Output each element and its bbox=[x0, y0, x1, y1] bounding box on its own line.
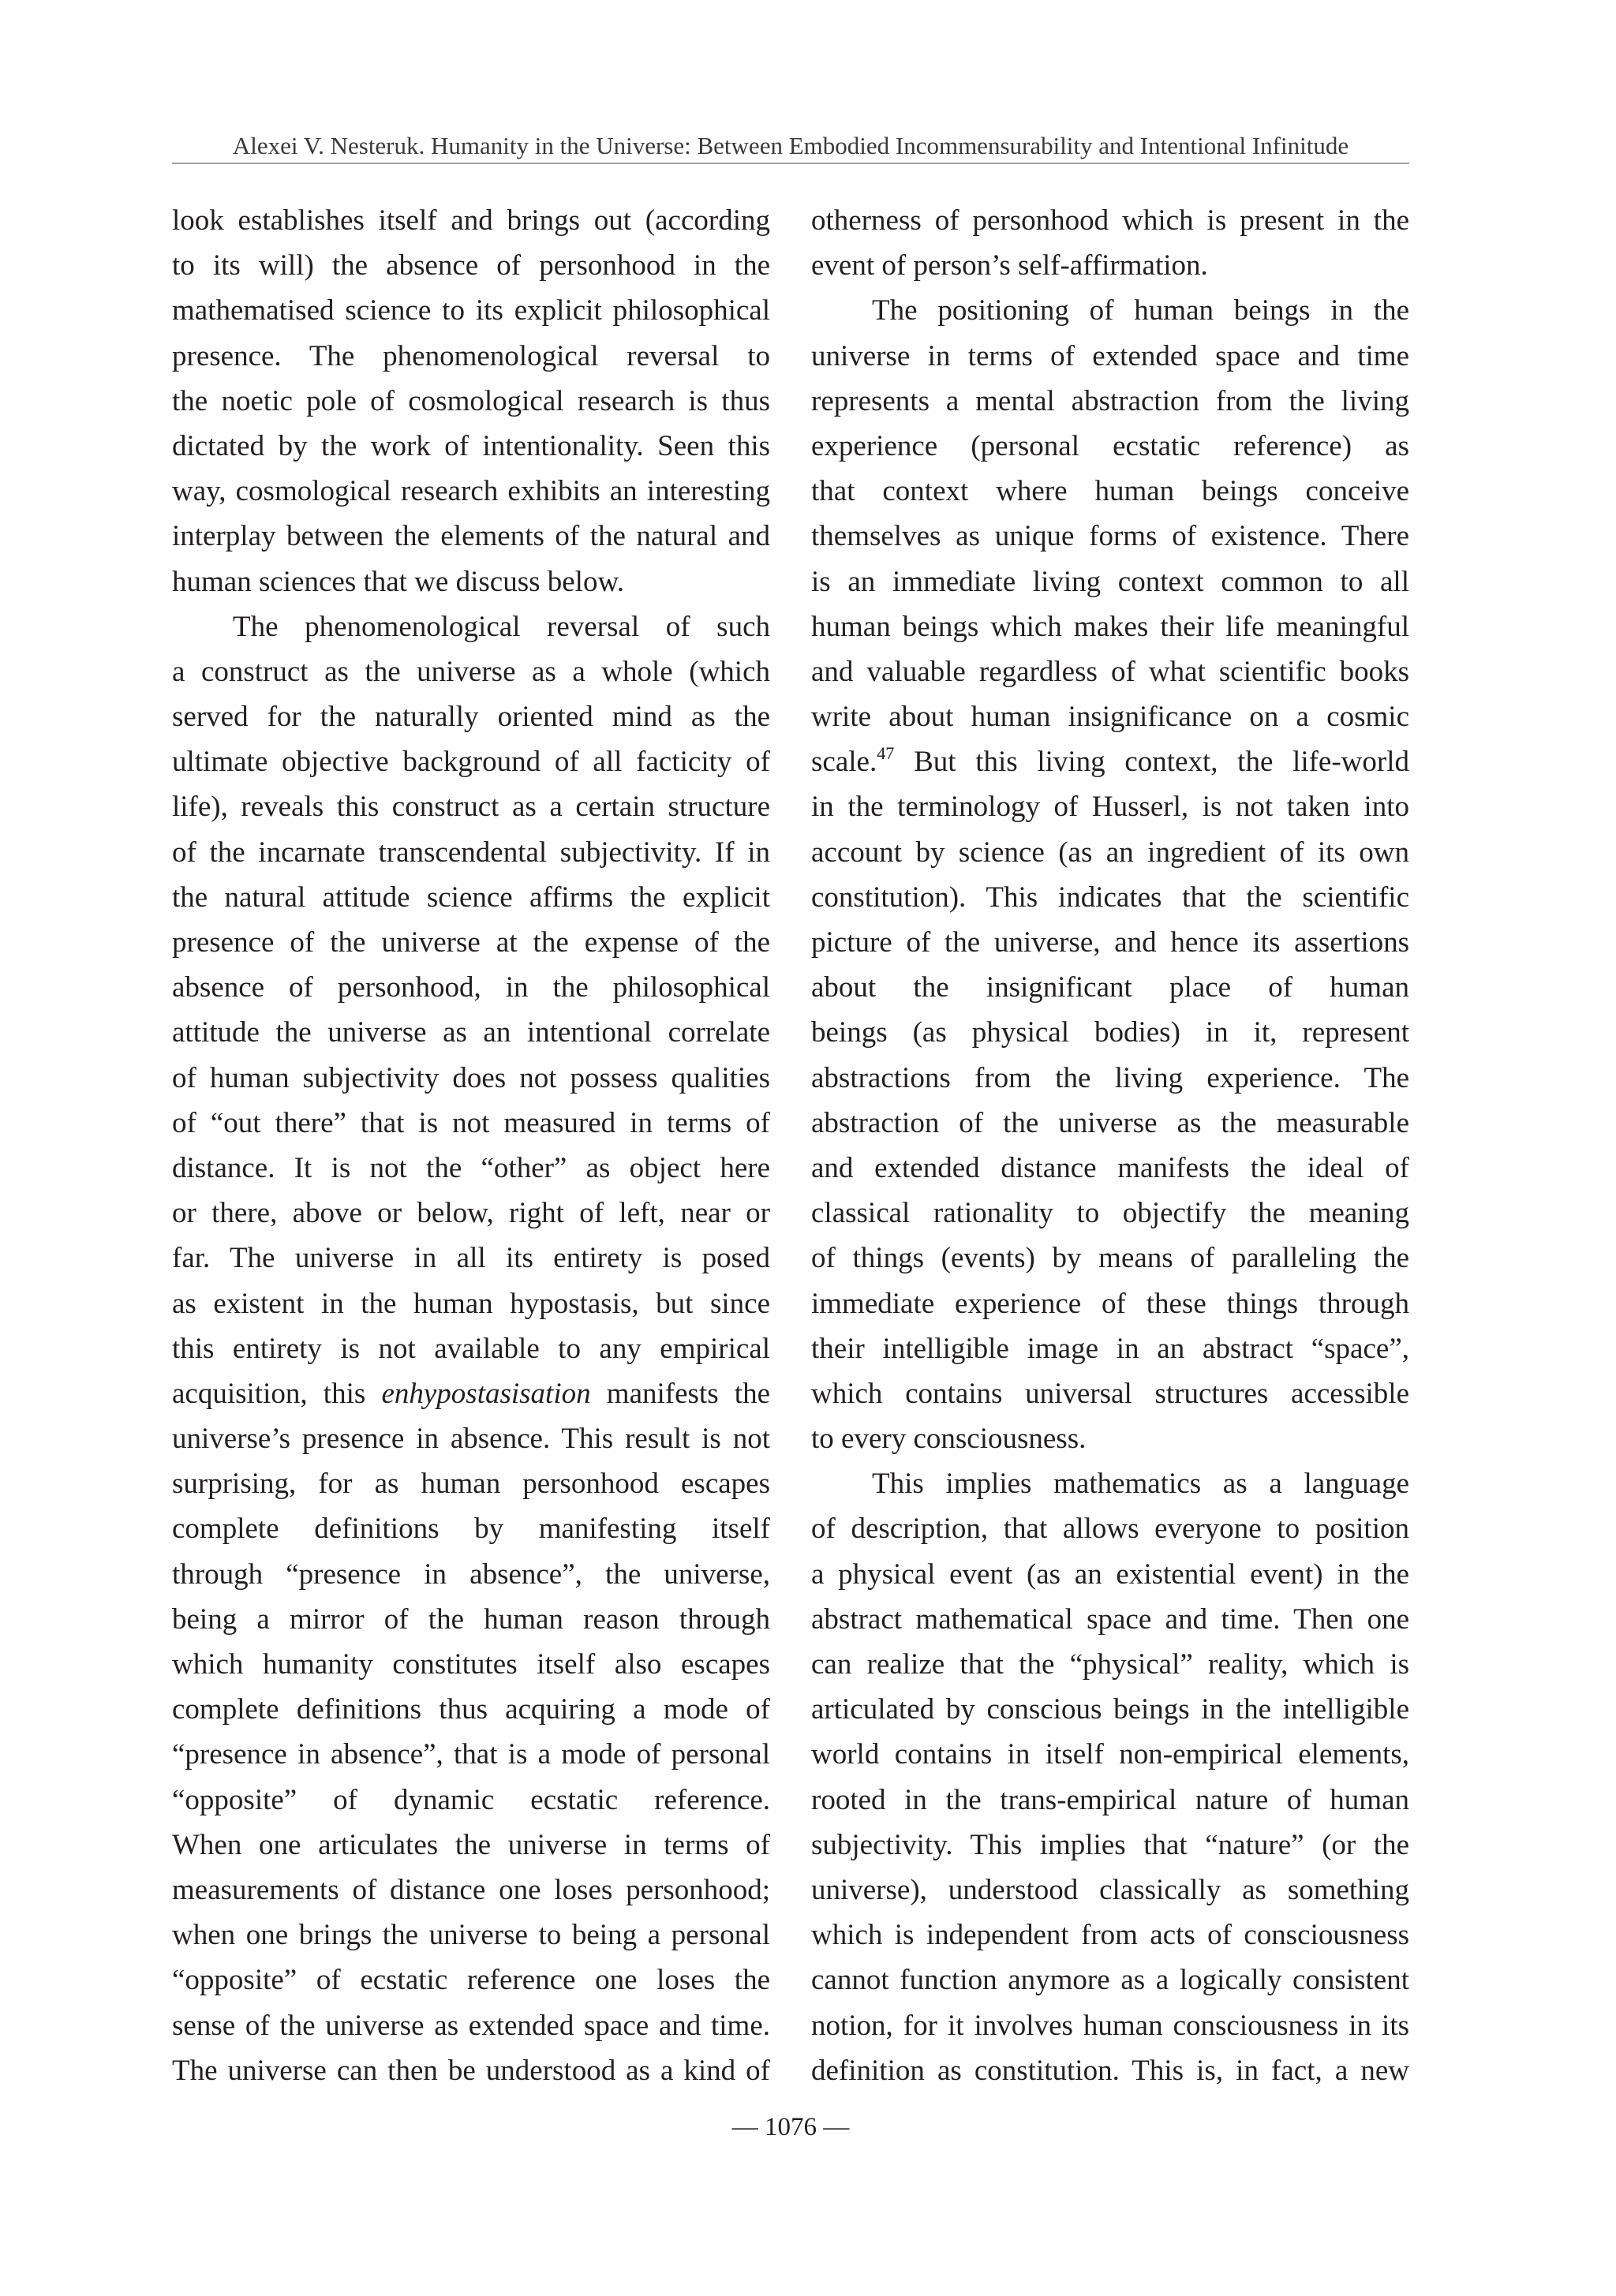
text-line: This implies mathematics as a language bbox=[872, 1468, 1409, 1501]
text-line: or there, above or below, right of left, near or bbox=[172, 1197, 770, 1230]
text-line: universe’s presence in absence. This result is not bbox=[172, 1423, 770, 1456]
text-run: acquisition, this bbox=[172, 1377, 382, 1410]
text-line: The universe can then be understood as a kind of bbox=[172, 2054, 770, 2087]
text-line: The phenomenological reversal of such bbox=[233, 610, 770, 643]
text-line: of “out there” that is not measured in terms of bbox=[172, 1106, 770, 1139]
text-line: interplay between the elements of the natural and bbox=[172, 520, 770, 553]
text-line: represents a mental abstraction from the living bbox=[811, 384, 1409, 417]
text-line: event of person’s self-affirmation. bbox=[811, 249, 1208, 282]
text-line: a construct as the universe as a whole (which bbox=[172, 655, 770, 688]
text-line: of things (events) by means of paralleling the bbox=[811, 1242, 1409, 1275]
text-line: that context where human beings conceive bbox=[811, 475, 1409, 508]
text-line: abstraction of the universe as the measurable bbox=[811, 1106, 1409, 1139]
text-line: is an immediate living context common to all bbox=[811, 565, 1409, 598]
paragraph bbox=[172, 198, 770, 604]
text-line: articulated by conscious beings in the intelligible bbox=[811, 1693, 1409, 1726]
text-line: surprising, for as human personhood escapes bbox=[172, 1468, 770, 1501]
text-line: and valuable regardless of what scientific books bbox=[811, 655, 1409, 688]
text-line: distance. It is not the “other” as object here bbox=[172, 1151, 770, 1184]
text-line: when one brings the universe to being a personal bbox=[172, 1919, 770, 1952]
text-line: presence. The phenomenological reversal to bbox=[172, 339, 770, 372]
text-line: presence of the universe at the expense of the bbox=[172, 926, 770, 959]
text-line: which is independent from acts of consciousness bbox=[811, 1919, 1409, 1952]
text-line: cannot function anymore as a logically consistent bbox=[811, 1964, 1409, 1997]
paragraph bbox=[811, 198, 1409, 288]
text-line: dictated by the work of intentionality. Seen this bbox=[172, 429, 770, 462]
text-line: themselves as unique forms of existence. There bbox=[811, 520, 1409, 553]
text-line: absence of personhood, in the philosophical bbox=[172, 971, 770, 1004]
text-line: “opposite” of ecstatic reference one loses the bbox=[172, 1964, 770, 1997]
text-line: ultimate objective background of all facticity of bbox=[172, 746, 770, 779]
text-line: far. The universe in all its entirety is posed bbox=[172, 1242, 770, 1275]
text-line: to its will) the absence of personhood in the bbox=[172, 249, 770, 282]
text-line: abstract mathematical space and time. Then one bbox=[811, 1602, 1409, 1636]
text-line: human sciences that we discuss below. bbox=[172, 565, 625, 598]
text-line: served for the naturally oriented mind as the bbox=[172, 701, 770, 734]
text-run: scale. bbox=[811, 746, 877, 779]
right-column bbox=[811, 198, 1409, 2093]
text-line: beings (as physical bodies) in it, represent bbox=[811, 1016, 1409, 1049]
text-line: “opposite” of dynamic ecstatic reference. bbox=[172, 1783, 770, 1816]
text-line: universe), understood classically as something bbox=[811, 1873, 1409, 1906]
text-line: which contains universal structures accessible bbox=[811, 1377, 1409, 1410]
text-line: sense of the universe as extended space and time. bbox=[172, 2009, 770, 2042]
text-line: notion, for it involves human consciousness in its bbox=[811, 2009, 1409, 2042]
text-line: of the incarnate transcendental subjectivity. If in bbox=[172, 836, 770, 869]
text-line: rooted in the trans-empirical nature of human bbox=[811, 1783, 1409, 1816]
text-line: mathematised science to its explicit philosophical bbox=[172, 294, 770, 327]
left-column bbox=[172, 198, 770, 2093]
text-line: complete definitions thus acquiring a mode of bbox=[172, 1693, 770, 1726]
text-line: human beings which makes their life meaningful bbox=[811, 610, 1409, 643]
header-rule bbox=[172, 163, 1409, 164]
text-line: as existent in the human hypostasis, but since bbox=[172, 1287, 770, 1320]
text-line: about the insignificant place of human bbox=[811, 971, 1409, 1004]
text-line bbox=[811, 739, 1409, 784]
footnote-reference: 47 bbox=[877, 743, 895, 764]
text-line: and extended distance manifests the ideal of bbox=[811, 1151, 1409, 1184]
text-line: life), reveals this construct as a certain structure bbox=[172, 791, 770, 824]
text-line: constitution). This indicates that the scientific bbox=[811, 881, 1409, 914]
text-line: look establishes itself and brings out (according bbox=[172, 204, 770, 237]
text-line: their intelligible image in an abstract “space”, bbox=[811, 1332, 1409, 1365]
text-line: this entirety is not available to any empirical bbox=[172, 1332, 770, 1365]
paragraph bbox=[172, 604, 770, 2093]
text-line: write about human insignificance on a cosmic bbox=[811, 701, 1409, 734]
paragraph bbox=[811, 1461, 1409, 2093]
text-line: can realize that the “physical” reality, which is bbox=[811, 1648, 1409, 1681]
italic-term: enhypostasisation bbox=[381, 1377, 591, 1410]
text-line: being a mirror of the human reason through bbox=[172, 1602, 770, 1636]
text-line: through “presence in absence”, the universe, bbox=[172, 1557, 770, 1591]
page-number: — 1076 — bbox=[731, 2113, 850, 2141]
text-line: universe in terms of extended space and time bbox=[811, 339, 1409, 372]
text-line: experience (personal ecstatic reference) as bbox=[811, 429, 1409, 462]
text-line: the natural attitude science affirms the explicit bbox=[172, 881, 770, 914]
text-line: of description, that allows everyone to position bbox=[811, 1513, 1409, 1546]
text-line: abstractions from the living experience. The bbox=[811, 1061, 1409, 1094]
text-line: world contains in itself non-empirical elements, bbox=[811, 1738, 1409, 1771]
text-line: account by science (as an ingredient of its own bbox=[811, 836, 1409, 869]
text-line: measurements of distance one loses personhood; bbox=[172, 1873, 770, 1906]
text-run: But this living context, the life-world bbox=[894, 746, 1409, 779]
text-line: classical rationality to objectify the meaning bbox=[811, 1197, 1409, 1230]
text-line: to every consciousness. bbox=[811, 1423, 1087, 1456]
text-line: “presence in absence”, that is a mode of personal bbox=[172, 1738, 770, 1771]
text-line: a physical event (as an existential event) in the bbox=[811, 1557, 1409, 1591]
text-line: the noetic pole of cosmological research is thus bbox=[172, 384, 770, 417]
paragraph bbox=[811, 288, 1409, 1461]
text-line: subjectivity. This implies that “nature” (or the bbox=[811, 1828, 1409, 1861]
text-line: attitude the universe as an intentional correlate bbox=[172, 1016, 770, 1049]
text-line: way, cosmological research exhibits an interesting bbox=[172, 475, 770, 508]
text-line: picture of the universe, and hence its assertions bbox=[811, 926, 1409, 959]
text-line: of human subjectivity does not possess qualities bbox=[172, 1061, 770, 1094]
text-line: The positioning of human beings in the bbox=[872, 294, 1409, 327]
text-run: manifests the bbox=[590, 1377, 770, 1410]
text-line: complete definitions by manifesting itself bbox=[172, 1513, 770, 1546]
text-line: definition as constitution. This is, in fact, a new bbox=[811, 2054, 1409, 2087]
text-line bbox=[172, 1371, 770, 1416]
text-line: in the terminology of Husserl, is not taken into bbox=[811, 791, 1409, 824]
text-line: otherness of personhood which is present in the bbox=[811, 204, 1409, 237]
text-line: When one articulates the universe in terms of bbox=[172, 1828, 770, 1861]
text-line: immediate experience of these things through bbox=[811, 1287, 1409, 1320]
text-line: which humanity constitutes itself also escapes bbox=[172, 1648, 770, 1681]
running-header: Alexei V. Nesteruk. Humanity in the Universe: Between Embodied Incommensurability and Intentional Infinitude bbox=[232, 132, 1349, 159]
